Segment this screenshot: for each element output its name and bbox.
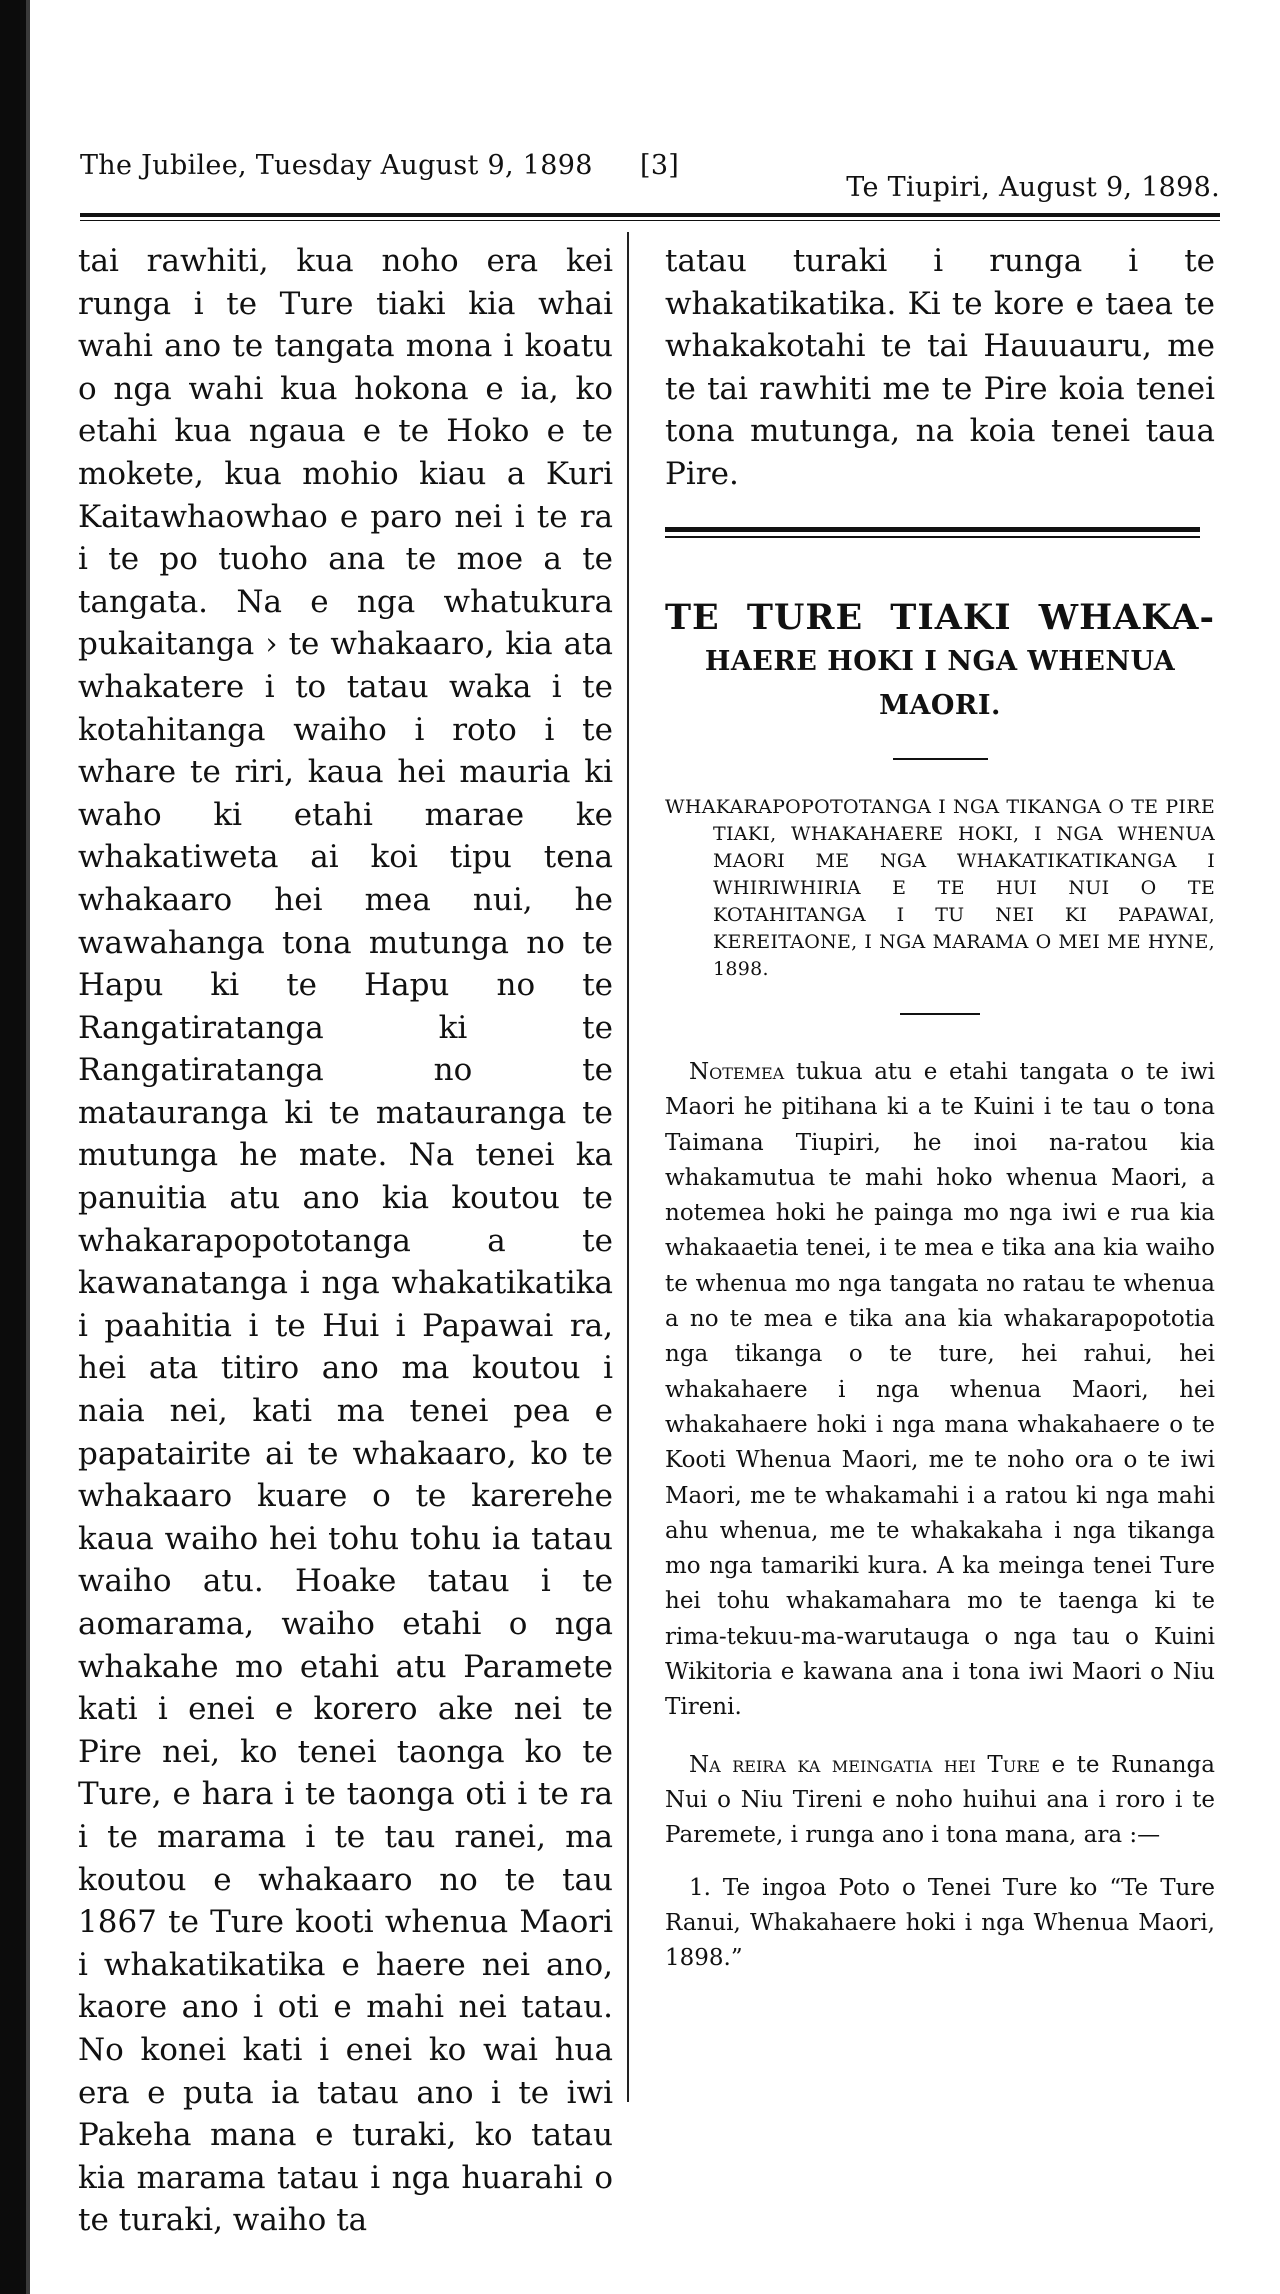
header-rule-thin	[80, 220, 1220, 221]
page-number: [3]	[640, 150, 680, 181]
summary-rule	[900, 1013, 980, 1015]
header-right-title: Te Tiupiri, August 9, 1898.	[846, 172, 1220, 203]
left-column	[78, 240, 613, 2242]
left-column-text: tai rawhiti, kua noho era kei runga i te Ture tiaki kia whai wahi ano te tangata mona i koatu o nga wahi kua hokona e ia, ko etahi kua ngaua e te Hoko e te mokete, kua mohio kiau a Kuri Kaitawhaowhao e paro nei i te ra i te po tuoho ana te moe a te tangata. Na e nga whatukura pukaitanga › te whakaaro, kia ata whakatere i to tatau waka i te kotahitanga waiho i roto i te whare te riri, kaua hei mauria ki waho ki etahi marae ke whakatiweta ai koi tipu tena whakaaro hei mea nui, he wawahanga tona mutunga no te Hapu ki te Hapu no te Rangatiratanga ki te Rangatiratanga no te matauranga ki te matauranga te mutunga he mate. Na tenei ka panuitia atu ano kia koutou te whakarapopototanga a te kawanatanga i nga whakatikatika i paahitia i te Hui i Papawai ra, hei ata titiro ano ma koutou i naia nei, kati ma tenei pea e papatairite ai te whakaaro, ko te whakaaro kuare o te karerehe kaua waiho hei tohu tohu ia tatau waiho atu. Hoake tatau i te aomarama, waiho etahi o nga whakahe mo etahi atu Paramete kati i enei e korero ake nei te Pire nei, ko tenei taonga ko te Ture, e hara i te taonga oti i te ra i te marama i te tau ranei, ma koutou e whakaaro no te tau 1867 te Ture kooti whenua Maori i whakatikatika e haere nei ano, kaore ano i oti e mahi nei tatau. No konei kati i enei ko wai hua era e puta ia tatau ano i te iwi Pakeha mana e turaki, ko tatau kia marama tatau i nga huarahi o te turaki, waiho ta	[78, 243, 613, 2239]
enactment-text: e te Runanga Nui o Niu Tireni e noho huihui ana i roro i te Paremete, i runga ano i tona mana, ara :—	[665, 1751, 1215, 1848]
enactment-paragraph	[665, 1748, 1215, 1853]
preamble-paragraph	[665, 1055, 1215, 1726]
article-title-line2: HAERE HOKI I NGA WHENUA MAORI.	[704, 646, 1176, 721]
title-rule	[893, 758, 988, 760]
header-left-title: The Jubilee, Tuesday August 9, 1898	[80, 150, 593, 181]
article-title	[665, 596, 1215, 728]
article-summary: WHAKARAPOPOTOTANGA I NGA TIKANGA O TE PIRE TIAKI, WHAKAHAERE HOKI, I NGA WHENUA MAORI ME NGA WHAKATIKATIKANGA I WHIRIWHIRIA E TE HUI NUI O TE KOTAHITANGA I TU NEI KI PAPAWAI, KEREITAONE, I NGA MARAMA O MEI ME HYNE, 1898.	[665, 796, 1215, 980]
column-divider	[627, 232, 629, 2102]
preamble-text: tukua atu e etahi tangata o te iwi Maori he pitihana ki a te Kuini i te tau o tona Taimana Tiupiri, he inoi na-ratou kia whakamutua te mahi hoko whenua Maori, a notemea hoki he painga mo nga iwi e rua kia whakaaetia tenei, i te mea e tika ana kia waiho te whenua mo nga tangata no ratau te whenua a no te mea e tika ana kia whakarapopototia nga tikanga o te ture, hei rahui, hei whakahaere i nga whenua Maori, hei whakahaere hoki i nga mana whakahaere o te Kooti Whenua Maori, me te noho ora o te iwi Maori, me te whakamahi i a ratou ki nga mahi ahu whenua, me te whakakaha i nga tikanga mo nga tamariki kura. A ka meinga tenei Ture hei tohu whakamahara mo te taenga ki te rima-tekuu-ma-warutauga o nga tau o Kuini Wikitoria e kawana ana i tona iwi Maori o Niu Tireni.	[665, 1059, 1215, 1721]
header-rule	[80, 213, 1220, 217]
clause-1: 1. Te ingoa Poto o Tenei Ture ko “Te Ture Ranui, Whakahaere hoki i nga Whenua Maori, 1898.”	[665, 1874, 1215, 1971]
right-column	[665, 240, 1215, 1976]
article-title-line1: TE TURE TIAKI WHAKA-	[665, 597, 1215, 638]
enactment-lead: Na reira ka meingatia hei Ture	[689, 1751, 1040, 1778]
book-spine	[0, 0, 26, 2294]
preamble-lead: Notemea	[689, 1059, 785, 1085]
book-spine-edge	[26, 0, 30, 2294]
section-double-rule	[665, 527, 1200, 538]
continuation-text: tatau turaki i runga i te whakatikatika. Ki te kore e taea te whakakotahi te tai Hauuauru, me te tai rawhiti me te Pire koia tenei tona mutunga, na koia tenei taua Pire.	[665, 243, 1215, 492]
page-header	[80, 150, 1220, 210]
